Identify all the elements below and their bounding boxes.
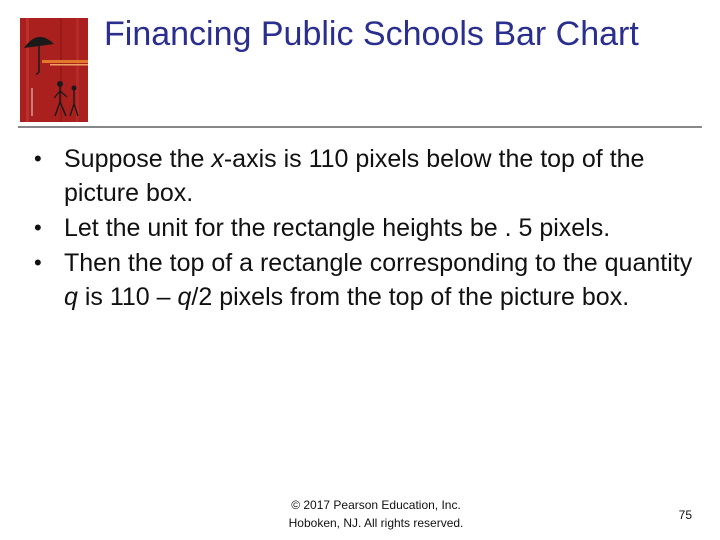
- bullet-text: x: [211, 145, 224, 173]
- slide-title: Financing Public Schools Bar Chart: [104, 15, 639, 53]
- copyright-line-1: © 2017 Pearson Education, Inc.: [291, 498, 461, 512]
- bullet-text: Then the top of a rectangle corresponding to the quantity: [64, 249, 693, 277]
- bullet-text: is 110 –: [77, 283, 178, 311]
- page-number: 75: [678, 508, 692, 522]
- bullet-item: [34, 142, 704, 210]
- bullet-text: Let the unit for the rectangle heights be . 5 pixels.: [64, 214, 611, 242]
- bullet-text: /2 pixels from the top of the picture box.: [191, 283, 630, 311]
- bullet-dot-icon: •: [34, 146, 42, 171]
- bullet-text: q: [64, 283, 78, 311]
- bullet-text: q: [177, 283, 192, 311]
- bullet-dot-icon: •: [34, 215, 42, 240]
- bullet-item: [34, 246, 704, 314]
- bullet-dot-icon: •: [34, 250, 42, 275]
- copyright-footer: [262, 496, 490, 532]
- title-divider: [18, 126, 702, 128]
- bullet-text: -axis is 110 pixels below the top of the picture box.: [64, 145, 645, 207]
- umbrella-logo-icon: [20, 18, 88, 122]
- bullet-text: Suppose the: [64, 145, 212, 173]
- bullet-list: [34, 142, 704, 315]
- bullet-item: [34, 211, 704, 245]
- copyright-line-2: Hoboken, NJ. All rights reserved.: [288, 516, 464, 530]
